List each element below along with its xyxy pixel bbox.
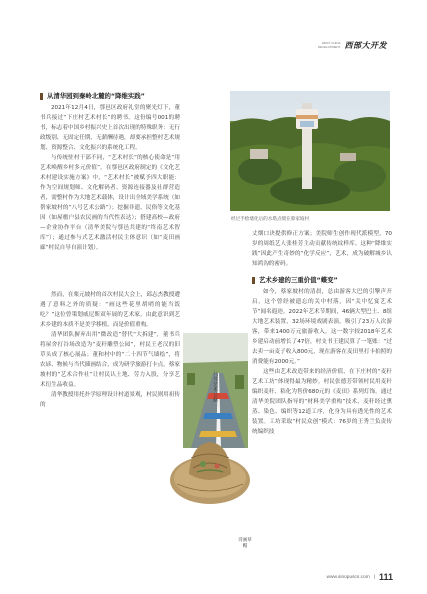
photo-caption: 经过手绘墙化后的水塔点缀在蔡家坡村	[231, 217, 310, 222]
masthead	[318, 40, 387, 51]
straw-hat-photo	[169, 428, 251, 513]
paragraph: 然而，在栗元坡村的首次村民大会上，邱志杰教授遭遇了意料之外的质疑：“画这些花里胡哨的能当饭吃？”这位曾策划威尼斯双年展的艺术家，由此意识到艺术乡建的本质不是美学移植，而是价值重构。	[40, 292, 180, 328]
section-heading-2	[252, 275, 392, 286]
paragraph: 丈烟口诀提供修正方案；美院师生创作现代派模型，70岁的周纸艺人张桂芳主动贡献传统纹样库。这种“降维实践”因此产生奇妙的“化学反应”，艺术，成为破解城乡认知鸿沟的密码。	[252, 231, 392, 267]
paragraph: 清华教授用托扑学原理设计村道景观，村民则用祖传的	[40, 392, 180, 408]
straw-hat-illustration	[169, 428, 251, 513]
paragraph: 如今，蔡家坡村的清晨，总由游客大巴的引擎声开启，这个曾经被遗忘的关中村落，因“关中忆宴艺术节”闻名遐迩。2022年艺术节期间，46辆大型巴士、8组大地艺术装置，32场环境戏剧表演，吸引了23万人次游客，带来1400万元旅游收入。这一数字较2018年艺术乡建启动前增长了47倍，村支书王建民算了一笔账：“过去卖一亩麦子收入800元，现在游客在麦田里打卡拍照的消费能有2000元。”	[252, 289, 392, 365]
right-column	[252, 229, 392, 437]
art-road-caption: 八号艺术公路	[212, 371, 217, 403]
masthead-title: 西部大开发	[344, 40, 387, 50]
page-number: 111	[378, 572, 393, 582]
heading-bar-icon	[252, 277, 255, 284]
masthead-en-line1: WEST CHINA	[321, 40, 341, 45]
water-tower-illustration	[230, 91, 390, 211]
footer-separator: |	[373, 574, 375, 580]
heading-text: 从清华园到秦岭北麓的“降维实践”	[47, 92, 145, 100]
heading-text: 艺术乡建的三重价值“蝶变”	[259, 276, 338, 284]
footer-url[interactable]: www.sinopuscs.com	[326, 574, 370, 580]
masthead-english	[318, 42, 341, 49]
hat-caption: 诗画草帽	[238, 538, 252, 549]
paragraph: 与传统驻村干部不同，“艺术村长”的核心使命是“用艺术唤醒乡村多元价值”。在鄠邑区政府制定的《文化艺术村建设实施方案》中，“艺术村长”被赋予四大职能：作为空间规划师、文化解码者、资源连接器及社群营造者，需整村作为大地艺术载体，设计出全域美学系统（如帮家坡村的“八号艺术公路”）；挖掘非遗、民俗等文化基因（如屋檐户县农民画的当代性表达）；搭建高校—政府—企业协作平台（清华美院与鄠邑共建的“终南艺术智库”）；通过参与式艺术激活村民主体意识（如“麦田画廊”村民自导自演计划）。	[40, 155, 180, 251]
left-column	[40, 91, 180, 253]
masthead-en-line2: DEVELOPMENT	[317, 44, 341, 49]
heading-bar-icon	[40, 93, 43, 100]
paragraph: 这些由艺术改造带来的经济价值，在下庄村的“麦秆艺术工坊”体现得最为精妙。村民张德芳带领村民用麦秆编织麦秆、秸化为售价680元的《麦田》系列灯饰。通过清华美院团队指导的“材料美学重构”技术，麦秆经过熏蒸、染色、编织等12道工序，化身为具有透光性的艺术装置。工坊采取“村民众创”模式：76岁的王秀兰负责传统编织技	[252, 369, 392, 435]
paragraph: 清华团队摒弃出用“微改造”替代“大拆建”，董书兵将屋舍打谷场改造为“麦秆雕塑公园”，村民王老汉的旧草头成了核心展品；董和村中的“二十四节气墙绘”，将农谚、物候与当代插画结合，成为研学旅游打卡点。蔡家坡村的“艺术合作社”让村民认土地、劳力入股，分享艺术衍生品收益。	[40, 332, 180, 388]
page-footer	[327, 572, 393, 582]
section-heading-1	[40, 91, 180, 102]
water-tower-photo	[230, 91, 390, 211]
paragraph: 2021年12月4日，鄠邑区政府礼堂的聚光灯下，董书兵接过“下庄村艺术村长”的聘书。这份编号001的聘书，标志着中国乡村振兴史上首次出现的特殊职务：无行政级别、无固定任期、无薪酬待遇，却要承担整村艺术规划、资源整合、文化振兴的系统化工程。	[40, 105, 180, 151]
middle-column	[40, 290, 180, 410]
